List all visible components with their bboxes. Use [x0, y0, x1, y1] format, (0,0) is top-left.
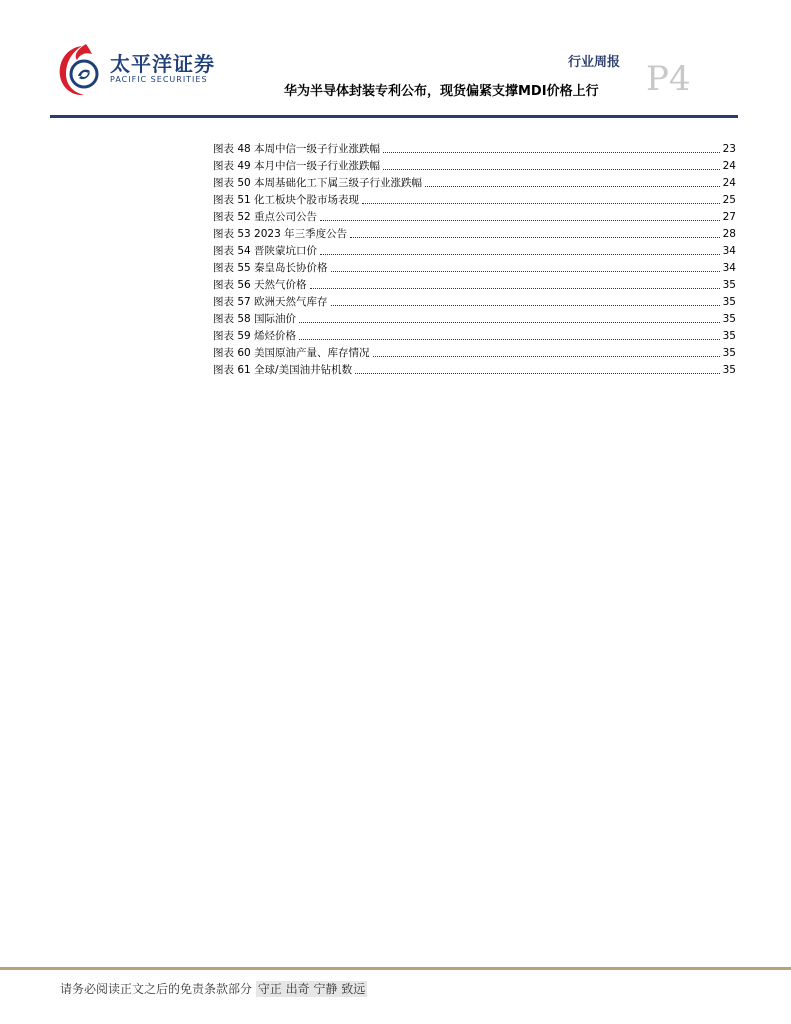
- toc-entry-label: 图表 61 全球/美国油井钻机数: [213, 364, 353, 376]
- toc-row[interactable]: [213, 225, 736, 242]
- toc-row[interactable]: [213, 174, 736, 191]
- toc-entry-page: 35: [722, 296, 736, 308]
- report-type: 行业周报: [568, 55, 621, 70]
- footer-motto: 守正 出奇 宁静 致远: [257, 982, 366, 996]
- toc-entry-label: 图表 55 秦皇岛长协价格: [213, 262, 328, 274]
- toc-entry-page: 35: [722, 330, 736, 342]
- toc-dot-leader: [355, 372, 720, 374]
- toc-dot-leader: [310, 287, 720, 289]
- toc-dot-leader: [373, 355, 720, 357]
- logo-english-name: PACIFIC SECURITIES: [110, 75, 208, 84]
- toc-dot-leader: [331, 270, 720, 272]
- page-footer: [60, 980, 367, 997]
- toc-entry-page: 34: [722, 245, 736, 257]
- toc-entry-label: 图表 52 重点公司公告: [213, 211, 318, 223]
- toc-row[interactable]: [213, 293, 736, 310]
- figure-list: [213, 140, 736, 378]
- toc-dot-leader: [383, 168, 720, 170]
- header-divider: [50, 115, 738, 118]
- toc-row[interactable]: [213, 242, 736, 259]
- toc-dot-leader: [320, 219, 720, 221]
- page-header: [0, 0, 791, 120]
- toc-row[interactable]: [213, 259, 736, 276]
- toc-row[interactable]: [213, 140, 736, 157]
- toc-entry-label: 图表 50 本周基础化工下属三级子行业涨跌幅: [213, 177, 423, 189]
- toc-entry-page: 25: [722, 194, 736, 206]
- toc-entry-label: 图表 60 美国原油产量、库存情况: [213, 347, 370, 359]
- toc-dot-leader: [331, 304, 720, 306]
- toc-entry-label: 图表 51 化工板块个股市场表现: [213, 194, 360, 206]
- toc-dot-leader: [299, 321, 720, 323]
- toc-entry-page: 35: [722, 347, 736, 359]
- toc-row[interactable]: [213, 344, 736, 361]
- toc-entry-page: 27: [722, 211, 736, 223]
- toc-entry-page: 28: [722, 228, 736, 240]
- toc-row[interactable]: [213, 361, 736, 378]
- report-title: 华为半导体封装专利公布，现货偏紧支撑MDI价格上行: [284, 84, 599, 99]
- toc-entry-page: 23: [722, 143, 736, 155]
- toc-entry-page: 34: [722, 262, 736, 274]
- toc-entry-page: 35: [722, 313, 736, 325]
- toc-dot-leader: [320, 253, 720, 255]
- logo-chinese-name: 太平洋证券: [110, 52, 215, 76]
- toc-dot-leader: [425, 185, 720, 187]
- pacific-securities-logo-icon: [52, 40, 108, 100]
- footer-disclaimer: 请务必阅读正文之后的免责条款部分: [60, 982, 253, 996]
- toc-dot-leader: [362, 202, 720, 204]
- toc-entry-label: 图表 58 国际油价: [213, 313, 297, 325]
- toc-entry-label: 图表 56 天然气价格: [213, 279, 307, 291]
- toc-entry-page: 35: [722, 364, 736, 376]
- toc-row[interactable]: [213, 191, 736, 208]
- company-logo: [52, 40, 215, 100]
- toc-dot-leader: [350, 236, 720, 238]
- toc-entry-page: 24: [722, 160, 736, 172]
- toc-dot-leader: [299, 338, 720, 340]
- toc-dot-leader: [383, 151, 720, 153]
- toc-entry-label: 图表 57 欧洲天然气库存: [213, 296, 328, 308]
- toc-entry-page: 24: [722, 177, 736, 189]
- toc-entry-label: 图表 59 烯烃价格: [213, 330, 297, 342]
- toc-entry-label: 图表 49 本月中信一级子行业涨跌幅: [213, 160, 381, 172]
- toc-entry-page: 35: [722, 279, 736, 291]
- toc-row[interactable]: [213, 276, 736, 293]
- toc-entry-label: 图表 53 2023 年三季度公告: [213, 228, 348, 240]
- toc-row[interactable]: [213, 327, 736, 344]
- toc-row[interactable]: [213, 310, 736, 327]
- toc-entry-label: 图表 48 本周中信一级子行业涨跌幅: [213, 143, 381, 155]
- toc-entry-label: 图表 54 晋陕蒙坑口价: [213, 245, 318, 257]
- footer-divider: [0, 967, 791, 970]
- toc-row[interactable]: [213, 157, 736, 174]
- page-number: P4: [646, 59, 691, 99]
- toc-row[interactable]: [213, 208, 736, 225]
